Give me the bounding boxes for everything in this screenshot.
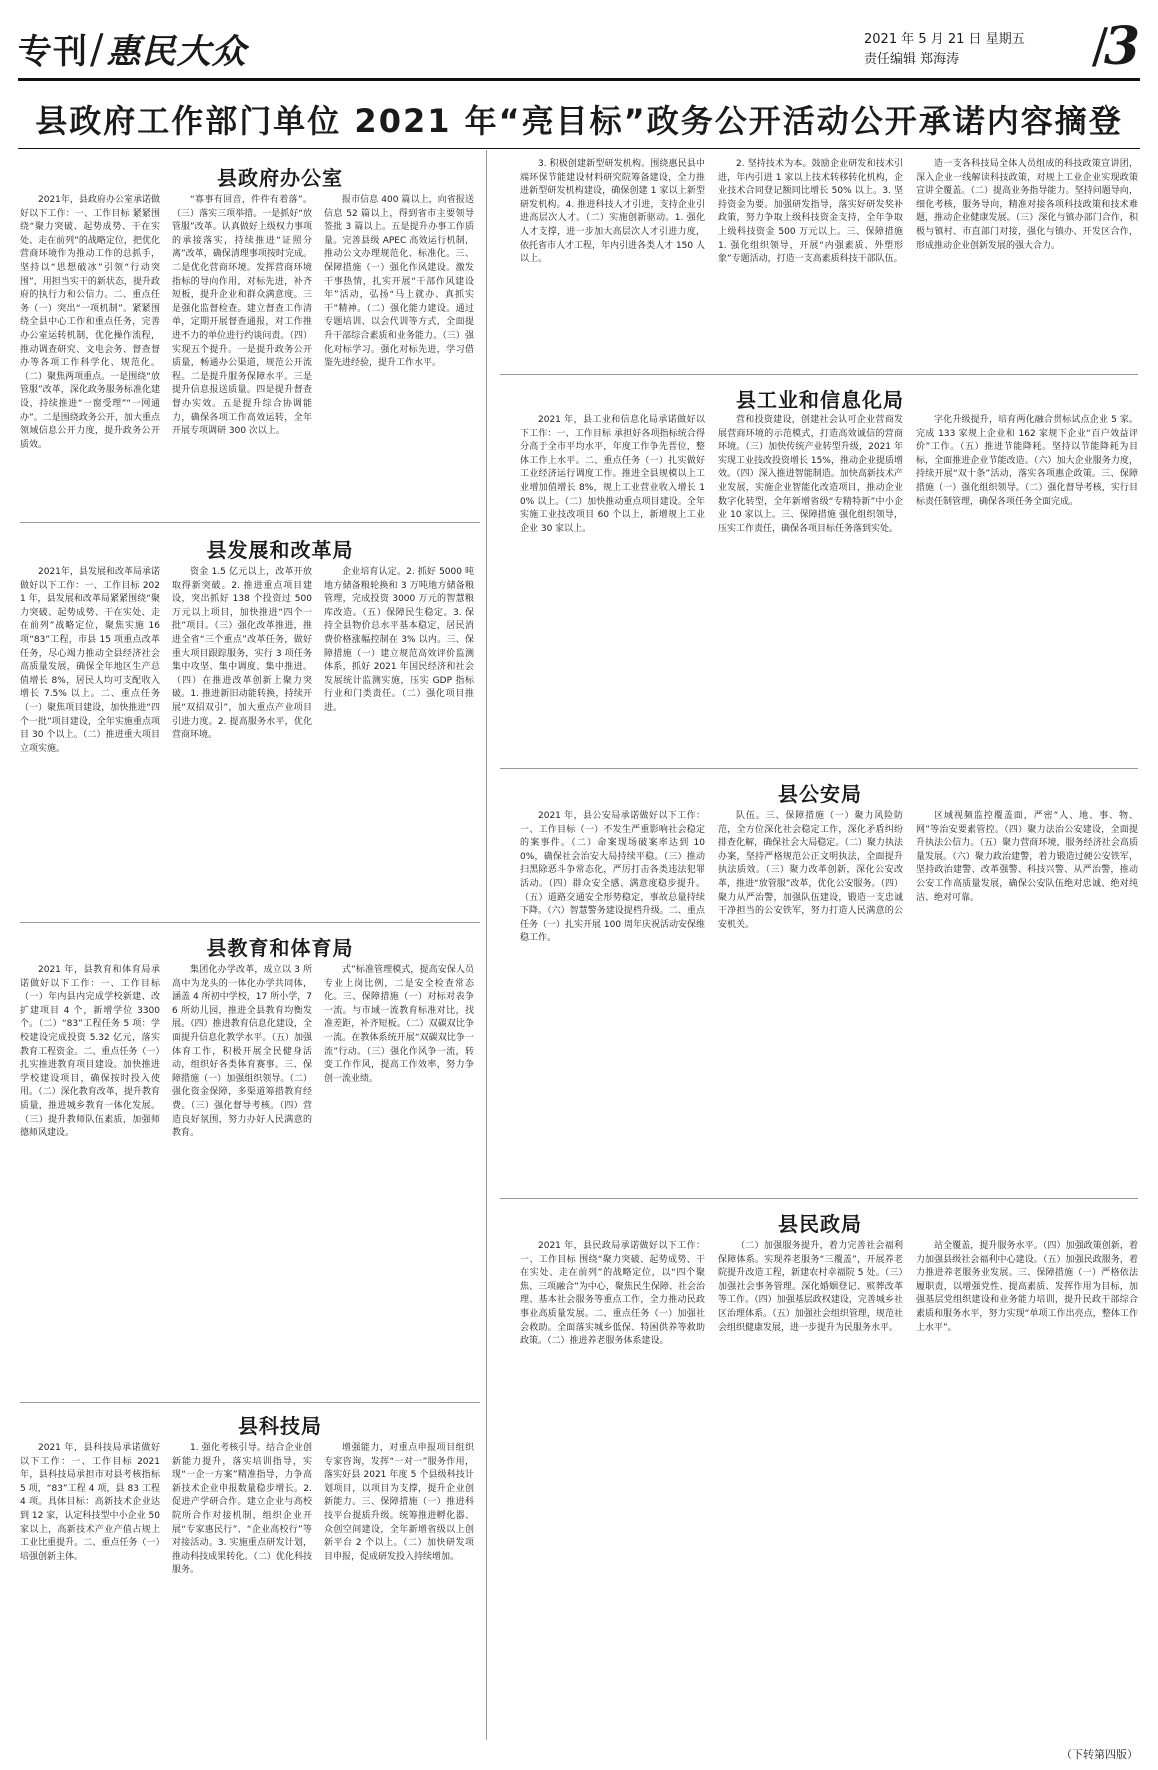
article-education-col1 — [20, 964, 160, 1394]
article-text: 队伍。三、保障措施（一）聚力风险防范，全方位深化社会稳定工作，深化矛盾纠纷排查化解，确保社会大局稳定。（二）聚力执法办案，坚持严格规范公正文明执法，全面提升执法质效。（三）聚力改革创新，深化公安改革，推进“放管服”改革，优化公安服务。（四）聚力从严治警，加强队伍建设，锻造一支忠诚干净担当的公安铁军，努力打造人民满意的公安机关。 — [718, 811, 903, 930]
article-education-col2 — [172, 964, 312, 1394]
article-civil-affairs-col2 — [718, 1240, 903, 1740]
section-divider — [500, 374, 1138, 375]
article-industry-it-col3 — [916, 414, 1138, 762]
article-text: 区域视频监控覆盖面，严密“人、地、事、物、网”等治安要素管控。（四）聚力法治公安建设，全面提升执法公信力。（五）聚力营商环境，服务经济社会高质量发展。（六）聚力政治建警，着力锻造过硬公安铁军，坚持政治建警、改革强警、科技兴警、从严治警，推动公安工作高质量发展，确保公安队伍绝对忠诚、绝对纯洁、绝对可靠。 — [916, 811, 1138, 903]
article-public-security-col3 — [916, 810, 1138, 1190]
section-divider — [20, 922, 480, 923]
article-upper-right-col1 — [520, 158, 705, 368]
article-industry-it-col2 — [718, 414, 903, 762]
article-gov-office-col3 — [324, 194, 474, 516]
newspaper-name: 惠民大众 — [106, 32, 247, 72]
article-public-security-col1 — [520, 810, 705, 1190]
section-title-civil-affairs: 县民政局 — [778, 1212, 862, 1236]
article-civil-affairs-col3 — [916, 1240, 1138, 1730]
section-divider — [500, 1198, 1138, 1199]
article-text: 字化升级提升，培育两化融合贯标试点企业 5 家。完成 133 家规上企业和 162 家规下企业“百户效益评价”工作。（五）推进节能降耗。坚持以节能降耗为目标，全面推进企业节能改造。（六）加大企业服务力度，持续开展“双十条”活动，落实各项惠企政策。三、保障措施（一）强化组织领导。（二）强化督导考核，实行目标责任制管理，确保各项任务全面完成。 — [916, 415, 1138, 507]
article-text: 式”标准管理模式，提高安保人员专业上岗比例，二是安全检查常态化。三、保障措施（一）对标对表争一流。与市域一流教育标准对比，找准差距，补齐短板。（二）双碳双比争一流。在教体系统开展“双碳双比争一流”行动。（三）强化作风争一流，转变工作作风，提高工作效率，努力争创一流业绩。 — [324, 965, 474, 1084]
section-title-science: 县科技局 — [238, 1414, 322, 1438]
section-title-public-security: 县公安局 — [778, 782, 862, 806]
masthead-left — [18, 24, 246, 73]
article-text: 造一支各科技局全体人员组成的科技政策宣讲团，深入企业一线解读科技政策，对规上工业企业实现政策宣讲全覆盖。（二）提高业务指导能力。坚持问题导向，细化考核，服务导向，精准对接各项科技政策和技术难题，推动企业健康发展。（三）深化与镇办部门合作，积极与镇村、市直部门对接，强化与镇办、开发区合作，形成推动企业创新发展的强大合力。 — [916, 159, 1138, 251]
headline-rule — [18, 148, 1140, 149]
article-science-col2 — [172, 1442, 312, 1742]
article-text: 站全覆盖，提升服务水平。（四）加强政策创新，着力加强县级社会福利中心建设。（五）加强民政服务，着力推进养老服务业发展。三、保障措施（一）严格依法履职责，以增强党性、提高素质、发挥作用为目标，加强基层党组织建设和业务能力培训，提升民政干部综合素质和服务水平，努力实现“单项工作出亮点，整体工作上水平”。 — [916, 1241, 1138, 1333]
article-dev-reform-col1 — [20, 566, 160, 914]
article-text: 集团化办学改革，成立以 3 所高中为龙头的一体化办学共同体，涵盖 4 所初中学校，17 所小学，76 所幼儿园，推进全县教育均衡发展。（四）推进教育信息化建设，全面提升信息化教学水平。（五）加强体育工作，积极开展全民健身活动，组织好各类体育赛事。三、保障措施（一）加强组织领导。（二）强化资金保障，多渠道筹措教育经费。（三）强化督导考核。（四）营造良好氛围，努力办好人民满意的教育。 — [172, 965, 312, 1139]
article-text: 报市信息 400 篇以上，向省报送信息 52 篇以上，得到省市主要领导签批 3 篇以上。五是提升办事工作质量。完善县级 APEC 高效运行机制，推动公文办理规范化、标准化。三、保障措施（一）强化作风建设。激发干事热情，扎实开展“干部作风建设年”活动，弘扬“马上就办、真抓实干”精神。（二）强化能力建设。通过专题培训、以会代训等方式，全面提升干部综合素质和业务能力。（三）强化对标学习。强化对标先进，学习借鉴先进经验，提升工作水平。 — [324, 195, 474, 369]
article-text: 2021 年，县教育和体育局承诺做好以下工作：一、工作目标（一）年内县内完成学校新建、改扩建项目 4 个，新增学位 3300 个。（二）“83”工程任务 5 项：学校建设完成投资 5.32 亿元，落实教育工程资金。二、重点任务（一）扎实推进教育项目建设。加快推进学校建设项目，确保按时投入使用。（二）深化教育改革，提升教育质量，推进城乡教育一体化发展。（三）提升教师队伍素质，加强师德师风建设。 — [20, 965, 160, 1139]
article-text: 2. 坚持技术为本。鼓励企业研发和技术引进，年内引进 1 家以上技术转移转化机构，企业技术合同登记额同比增长 50% 以上。3. 坚持资金为要。加强研发指导，落实好研发奖补政策，努力争取上级科技资金支持，全年争取上级科技资金 500 万元以上。三、保障措施 1. 强化组织领导，开展“内强素质、外塑形象”专题活动，打造一支高素质科技干部队伍。 — [718, 159, 903, 265]
section-title-dev-reform: 县发展和改革局 — [206, 538, 354, 562]
continued-note: （下转第四版） — [1061, 1748, 1138, 1761]
article-text: 增强能力，对重点申报项目组织专家咨询，发挥“一对一”服务作用，落实好县 2021 年度 5 个县级科技计划项目，以项目为支撑，提升企业创新能力。三、保障措施（一）推进科技平台提质升级。统筹推进孵化器、众创空间建设，全年新增省级以上创新平台 2 个以上。（二）加快研发项目申报，促成研发投入持续增加。 — [324, 1443, 474, 1562]
section-divider — [20, 522, 480, 523]
article-public-security-col2 — [718, 810, 903, 1190]
article-gov-office-col1 — [20, 194, 160, 516]
article-civil-affairs-col1 — [520, 1240, 705, 1740]
issue-date: 2021 年 5 月 21 日 星期五 — [864, 32, 1025, 47]
article-text: 营和投资建设，创建社会认可企业营商发展营商环境的示范模式，打造高效诚信的营商环境。（三）加快传统产业转型升级，2021 年实现工业技改投资增长 15%，推动企业提质增效。（四）深入推进智能制造。加快高新技术产业发展，实施企业智能化改造项目，推动企业数字化转型，全年新增省级“专精特新”中小企业 10 家以上。三、保障措施 强化组织领导，压实工作责任，确保各项目标任务落到实处。 — [718, 415, 903, 534]
section-title-gov-office: 县政府办公室 — [217, 166, 343, 190]
column-divider — [486, 150, 487, 1740]
article-text: 2021 年，县公安局承诺做好以下工作：一、工作目标（一）不发生严重影响社会稳定的案事件。（二）命案现场破案率达到 100%，确保社会治安大局持续平稳。（三）推动扫黑除恶斗争常态化，严厉打击各类违法犯罪活动。（四）群众安全感、满意度稳步提升。（五）道路交通安全形势稳定，事故总量持续下降。（六）智慧警务建设提档升级。二、重点任务（一）扎实开展 100 周年庆祝活动安保维稳工作。 — [520, 811, 705, 944]
article-text: 2021 年，县民政局承诺做好以下工作：一、工作目标 围绕“聚力突破、起势成势、干在实处、走在前列”的战略定位，以“四个聚焦、三项融合”为中心，聚焦民生保障、社会治理、基本社会服务等重点工作，全力推动民政事业高质量发展。二、重点任务（一）加强社会救助。全面落实城乡低保、特困供养等救助政策。（二）推进养老服务体系建设。 — [520, 1241, 705, 1347]
page-slash: / — [1091, 18, 1108, 74]
section-divider — [500, 768, 1138, 769]
article-dev-reform-col3 — [324, 566, 474, 914]
responsible-editor: 责任编辑 郑海涛 — [864, 52, 960, 67]
section-name: 专刊 — [18, 32, 88, 72]
article-gov-office-col2 — [172, 194, 312, 516]
article-upper-right-col2 — [718, 158, 903, 368]
section-title-industry-it: 县工业和信息化局 — [736, 388, 904, 412]
article-industry-it-col1 — [520, 414, 705, 762]
article-text: 1. 强化考核引导。结合企业创新能力提升，落实培训指导，实现“一企一方案”精准指导，力争高新技术企业申报数量稳步增长。2. 促进产学研合作。建立企业与高校院所合作对接机制，组织企业开展“专家惠民行”、“企业高校行”等对接活动。3. 实施重点研发计划，推动科技成果转化。（二）优化科技服务。 — [172, 1443, 312, 1576]
article-text: 2021 年，县工业和信息化局承诺做好以下工作：一、工作目标 承担好各项指标统合得分高于全市平均水平，年度工作争先晋位，整体工作上水平。二、重点任务（一）扎实做好工业经济运行调度工作。推进全县规模以上工业增加值增长 8%，规上工业营业收入增长 10% 以上。（二）加快推动重点项目建设。全年实施工业技改项目 60 个以上，新增规上工业企业 30 家以上。 — [520, 415, 705, 534]
article-text: （二）加强服务提升，着力完善社会福利保障体系。实现养老服务“三覆盖”，开展养老院提升改造工程，新建农村幸福院 5 处。（三）加强社会事务管理。深化婚姻登记、殡葬改革等工作。（四）加强基层政权建设，完善城乡社区治理体系。（五）加强社会组织管理，规范社会组织健康发展，进一步提升为民服务水平。 — [718, 1241, 903, 1333]
article-text: 2021 年，县科技局承诺做好以下工作：一、工作目标 2021 年，县科技局承担市对县考核指标 5 项，“83”工程 4 项，县 83 工程 4 项。具体目标：高新技术企业达到 12 家，认定科技型中小企业 50 家以上，高新技术产业产值占规上工业比重提升。二、重点任务（一）培强创新主体。 — [20, 1443, 160, 1562]
section-divider — [20, 1402, 480, 1403]
article-text: 企业培育认定。2. 抓好 5000 吨地方储备粮轮换和 3 万吨地方储备粮管理，完成投资 3000 万元的智慧粮库改造。（五）保障民生稳定。3. 保持全县物价总水平基本稳定，居民消费价格涨幅控制在 3% 以内。三、保障措施（一）建立规范高效评价监测体系，抓好 2021 年国民经济和社会发展统计监测实施，压实 GDP 指标行业和门类责任。（二）强化项目推进。 — [324, 567, 474, 713]
article-upper-right-col3 — [916, 158, 1138, 368]
article-education-col3 — [324, 964, 474, 1394]
masthead-rule — [18, 78, 1140, 81]
page-number: 3 — [1103, 16, 1140, 77]
article-dev-reform-col2 — [172, 566, 312, 914]
article-text: “寡事有回音，件件有着落”。（三）落实三项举措。一是抓好“放管服”改革。认真做好上级权力事项的承接落实，持续推进“证照分离”改革，确保清理事项按时完成。二是优化营商环境。发挥营商环境指标的导向作用，对标先进，补齐短板，提升企业和群众满意度。三是强化监督检查。建立督查工作清单，定期开展督查通报，对工作推进不力的单位进行约谈问责。（四）实现五个提升。一是提升政务公开质量，畅通办公渠道，规范公开流程。二是提升服务保障水平。三是提升信息报送质量。四是提升督查督办实效。五是提升综合协调能力，确保各项工作高效运转，全年开展专项调研 300 次以上。 — [172, 195, 312, 437]
section-title-education: 县教育和体育局 — [206, 936, 354, 960]
article-text: 资金 1.5 亿元以上，改革开放取得新突破。2. 推进重点项目建设，突出抓好 138 个投资过 500 万元以上项目，加快推进“四个一批”项目。（三）强化改革推进，推进全省“三个重点”改革任务，做好重大项目跟踪服务，实行 3 项任务集中攻坚、集中调度、集中推进。（四）在推进改革创新上聚力突破。1. 推进新旧动能转换，持续开展“双招双引”，加大重点产业项目引进力度。2. 提高服务水平，优化营商环境。 — [172, 567, 312, 741]
page-headline: 县政府工作部门单位 2021 年“亮目标”政务公开活动公开承诺内容摘登 — [35, 102, 1123, 140]
article-science-col3 — [324, 1442, 474, 1742]
article-text: 2021年，县发展和改革局承诺做好以下工作：一、工作目标 2021 年，县发展和改革局紧紧围绕“聚力突破、起势成势、干在实处、走在前列”战略定位，聚焦实施 16 项“83”工程，市县 15 项重点改革任务，尽心竭力推动全县经济社会高质量发展，确保全年地区生产总值增长 8%，居民人均可支配收入增长 7.5% 以上。二、重点任务（一）聚焦项目建设，加快推进“四个一批”项目建设，全年实施重点项目 30 个以上。（二）推进重大项目立项实施。 — [20, 567, 160, 754]
article-text: 2021年，县政府办公室承诺做好以下工作：一、工作目标 紧紧围绕“聚力突破、起势成势、干在实处、走在前列”的战略定位，把优化营商环境作为推动工作的总抓手，坚持以“思想破冰”引领“行动突围”，用担当实干的新状态，提升政府的执行力和公信力。二、重点任务（一）突出“一项机制”。紧紧围绕全县中心工作和重点任务，完善办公室运转机制，优化操作流程，推动调查研究、文电会务、督查督办等各项工作科学化、规范化。（二）聚焦两项重点。一是围绕“放管服”改革，深化政务服务标准化建设，持续推进“一窗受理”“一网通办”。二是围绕政务公开，加大重点领域信息公开力度，提升政务公开质效。 — [20, 195, 160, 450]
slash-divider: / — [90, 27, 105, 73]
article-science-col1 — [20, 1442, 160, 1742]
masthead — [18, 18, 1140, 78]
article-text: 3. 积极创建新型研发机构。围绕惠民县中端环保节能建设材料研究院筹备建设，全力推进新型研发机构建设，确保创建 1 家以上新型研发机构。4. 推进科技人才引进，支持企业引进高层次人才。（二）实施创新驱动。1. 强化人才支撑，进一步加大高层次人才引进力度，依托省市人才工程，年内引进各类人才 150 人以上。 — [520, 159, 705, 265]
